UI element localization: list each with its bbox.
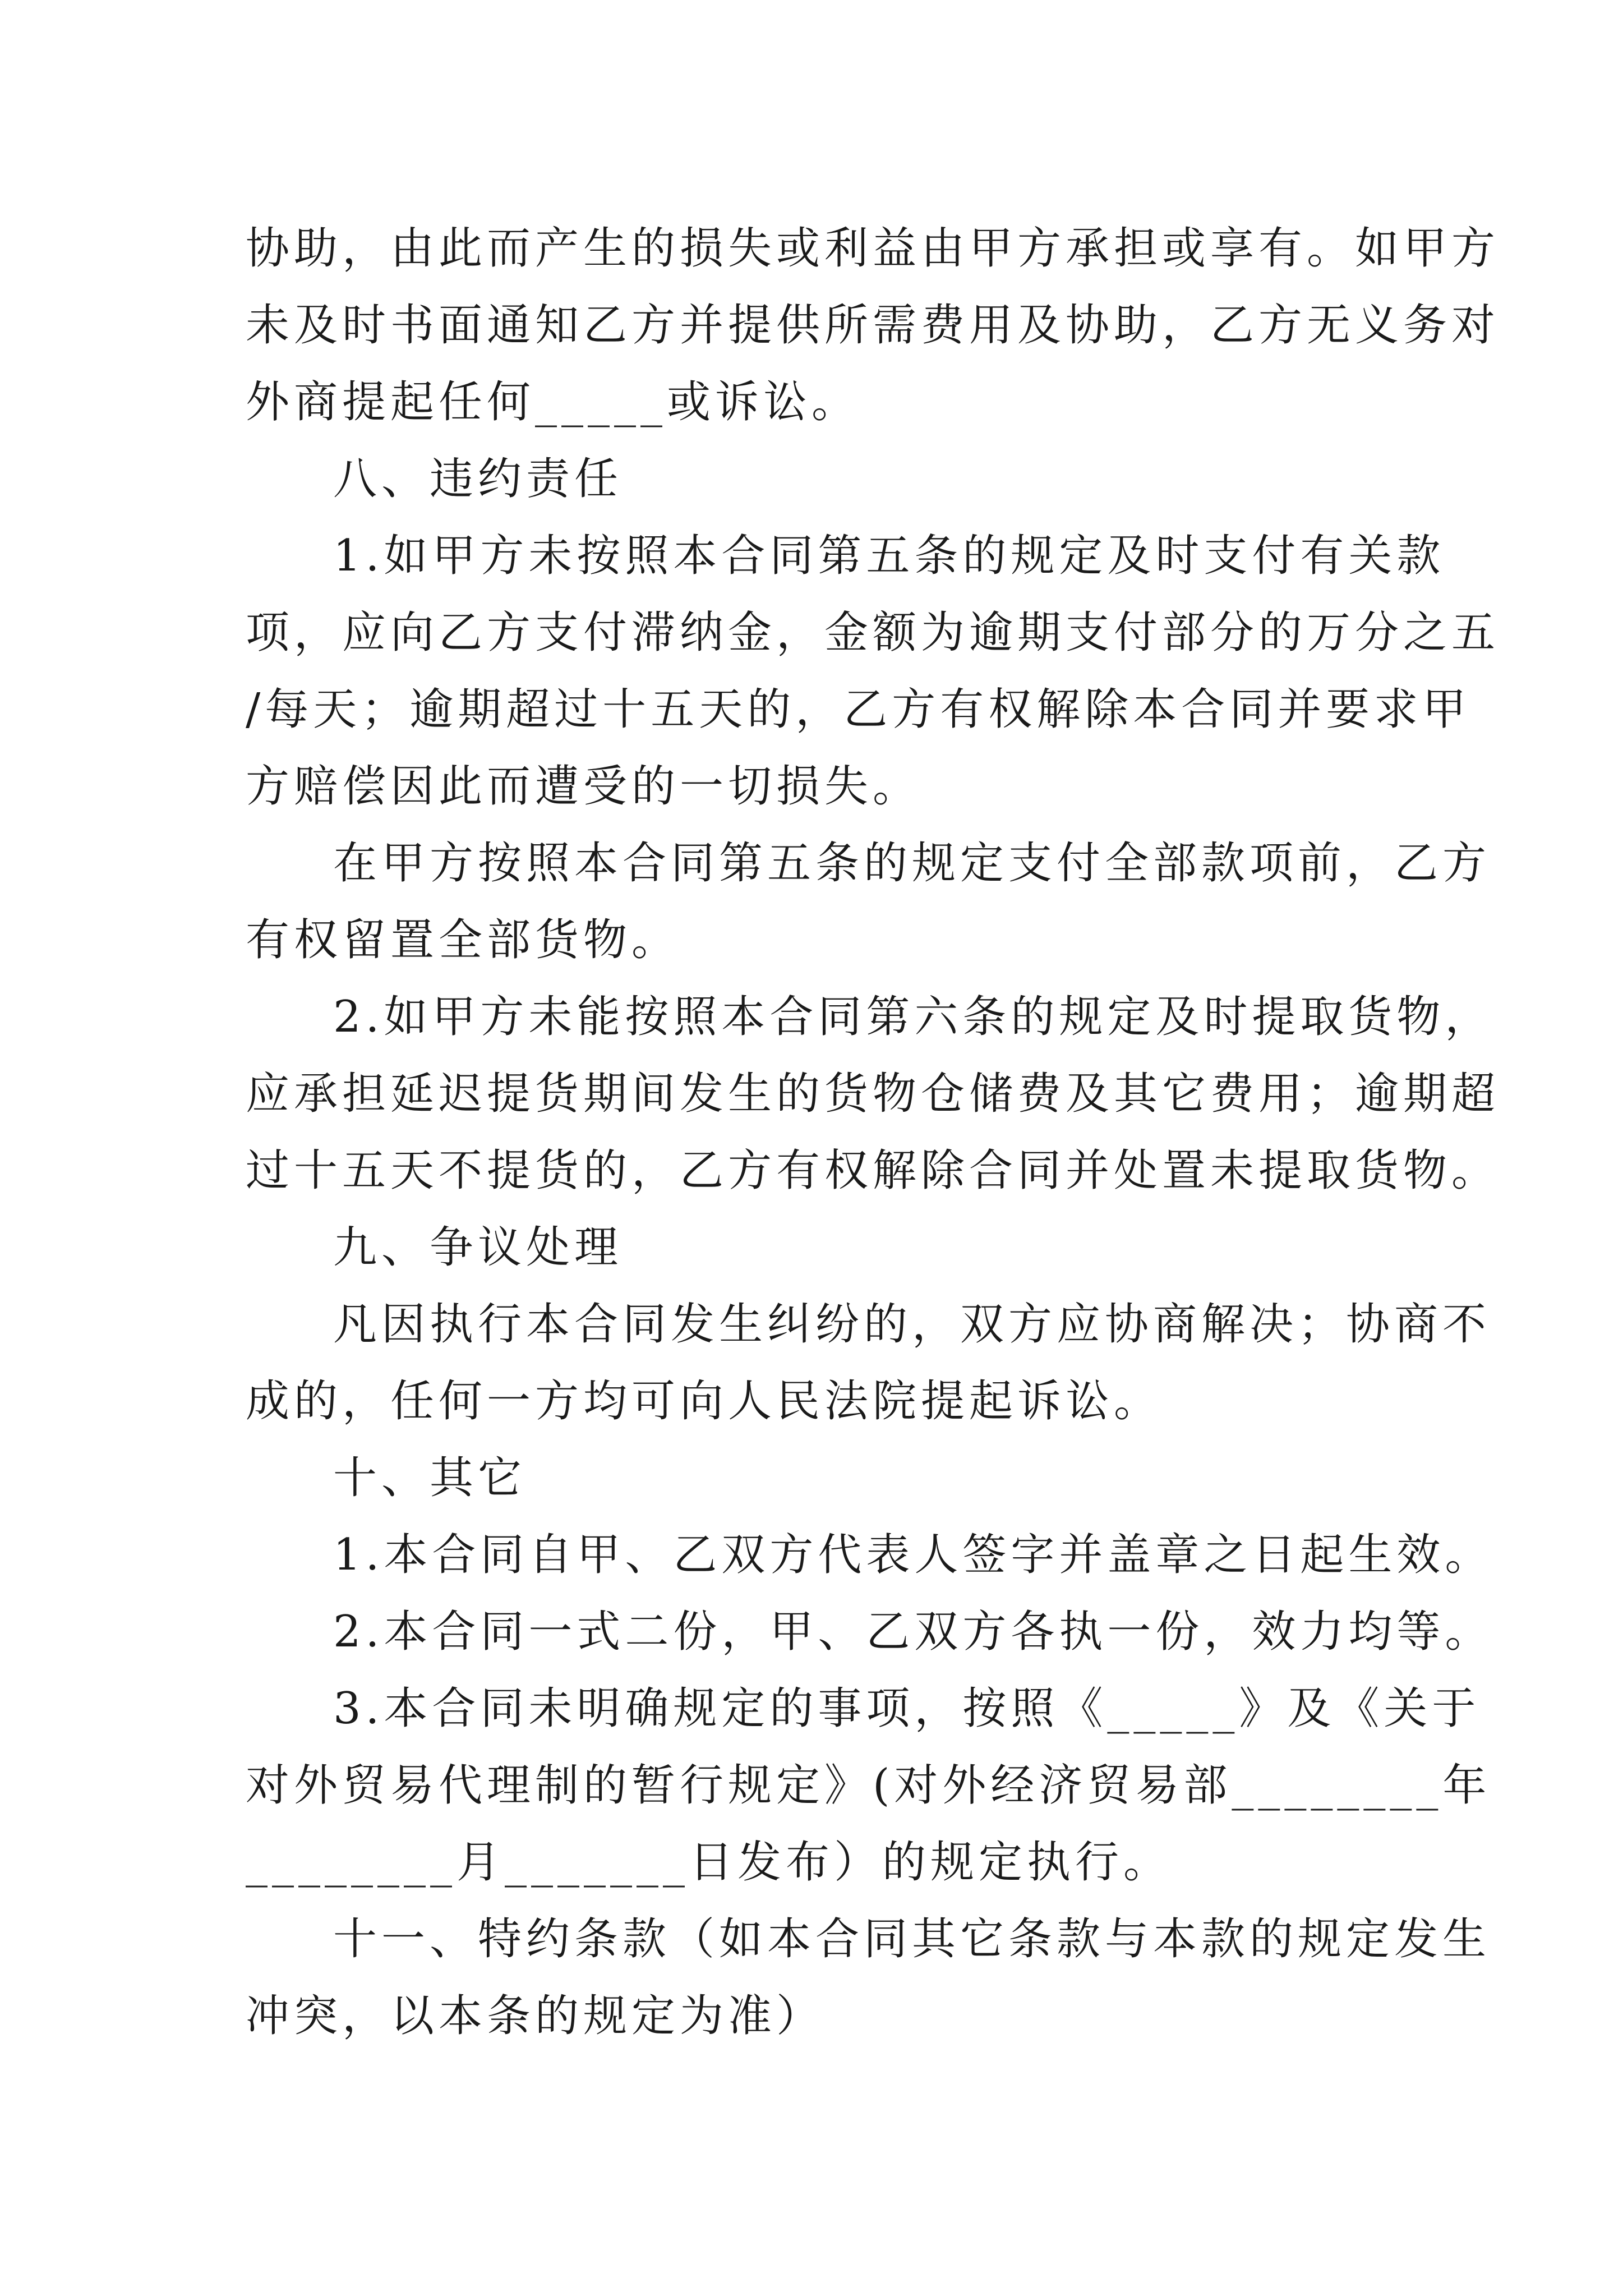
text-line-10: 有权留置全部货物。 (246, 915, 680, 965)
section-heading-special-terms: 十一、特约条款（如本合同其它条款与本款的规定发生 (333, 1914, 1491, 1964)
section-heading-breach: 八、违约责任 (333, 454, 623, 504)
text-line-1: 协助，由此而产生的损失或利益由甲方承担或享有。如甲方 (246, 223, 1500, 274)
text-line-20: 3.本合同未明确规定的事项，按照《_____》及《关于 (333, 1683, 1481, 1734)
text-line-15: 凡因执行本合同发生纠纷的，双方应协商解决；协商不 (333, 1299, 1491, 1350)
text-line-8: 方赔偿因此而遭受的一切损失。 (246, 761, 921, 812)
text-line-16: 成的，任何一方均可向人民法院提起诉讼。 (246, 1376, 1163, 1427)
text-line-13: 过十五天不提货的，乙方有权解除合同并处置未提取货物。 (246, 1145, 1500, 1196)
text-line-21: 对外贸易代理制的暂行规定》(对外经济贸易部________年 (246, 1760, 1491, 1811)
text-line-22: ________月_______日发布）的规定执行。 (246, 1837, 1172, 1888)
document-page (246, 210, 1500, 2055)
text-line-9: 在甲方按照本合同第五条的规定支付全部款项前，乙方 (333, 838, 1491, 889)
section-heading-other: 十、其它 (333, 1453, 527, 1503)
text-line-11: 2.如甲方未能按照本合同第六条的规定及时提取货物， (333, 992, 1493, 1042)
text-line-3: 外商提起任何_____或诉讼。 (246, 377, 860, 427)
text-line-12: 应承担延迟提货期间发生的货物仓储费及其它费用；逾期超 (246, 1069, 1500, 1119)
text-line-19: 2.本合同一式二份，甲、乙双方各执一份，效力均等。 (333, 1607, 1493, 1657)
text-line-5: 1.如甲方未按照本合同第五条的规定及时支付有关款 (333, 531, 1445, 581)
text-line-18: 1.本合同自甲、乙双方代表人签字并盖章之日起生效。 (333, 1530, 1493, 1580)
text-line-2: 未及时书面通知乙方并提供所需费用及协助，乙方无义务对 (246, 300, 1500, 351)
text-line-24: 冲突，以本条的规定为准） (246, 1991, 825, 2041)
section-heading-dispute: 九、争议处理 (333, 1222, 623, 1273)
text-line-6: 项，应向乙方支付滞纳金，金额为逾期支付部分的万分之五 (246, 608, 1500, 658)
text-line-7: /每天；逾期超过十五天的，乙方有权解除本合同并要求甲 (246, 684, 1471, 735)
